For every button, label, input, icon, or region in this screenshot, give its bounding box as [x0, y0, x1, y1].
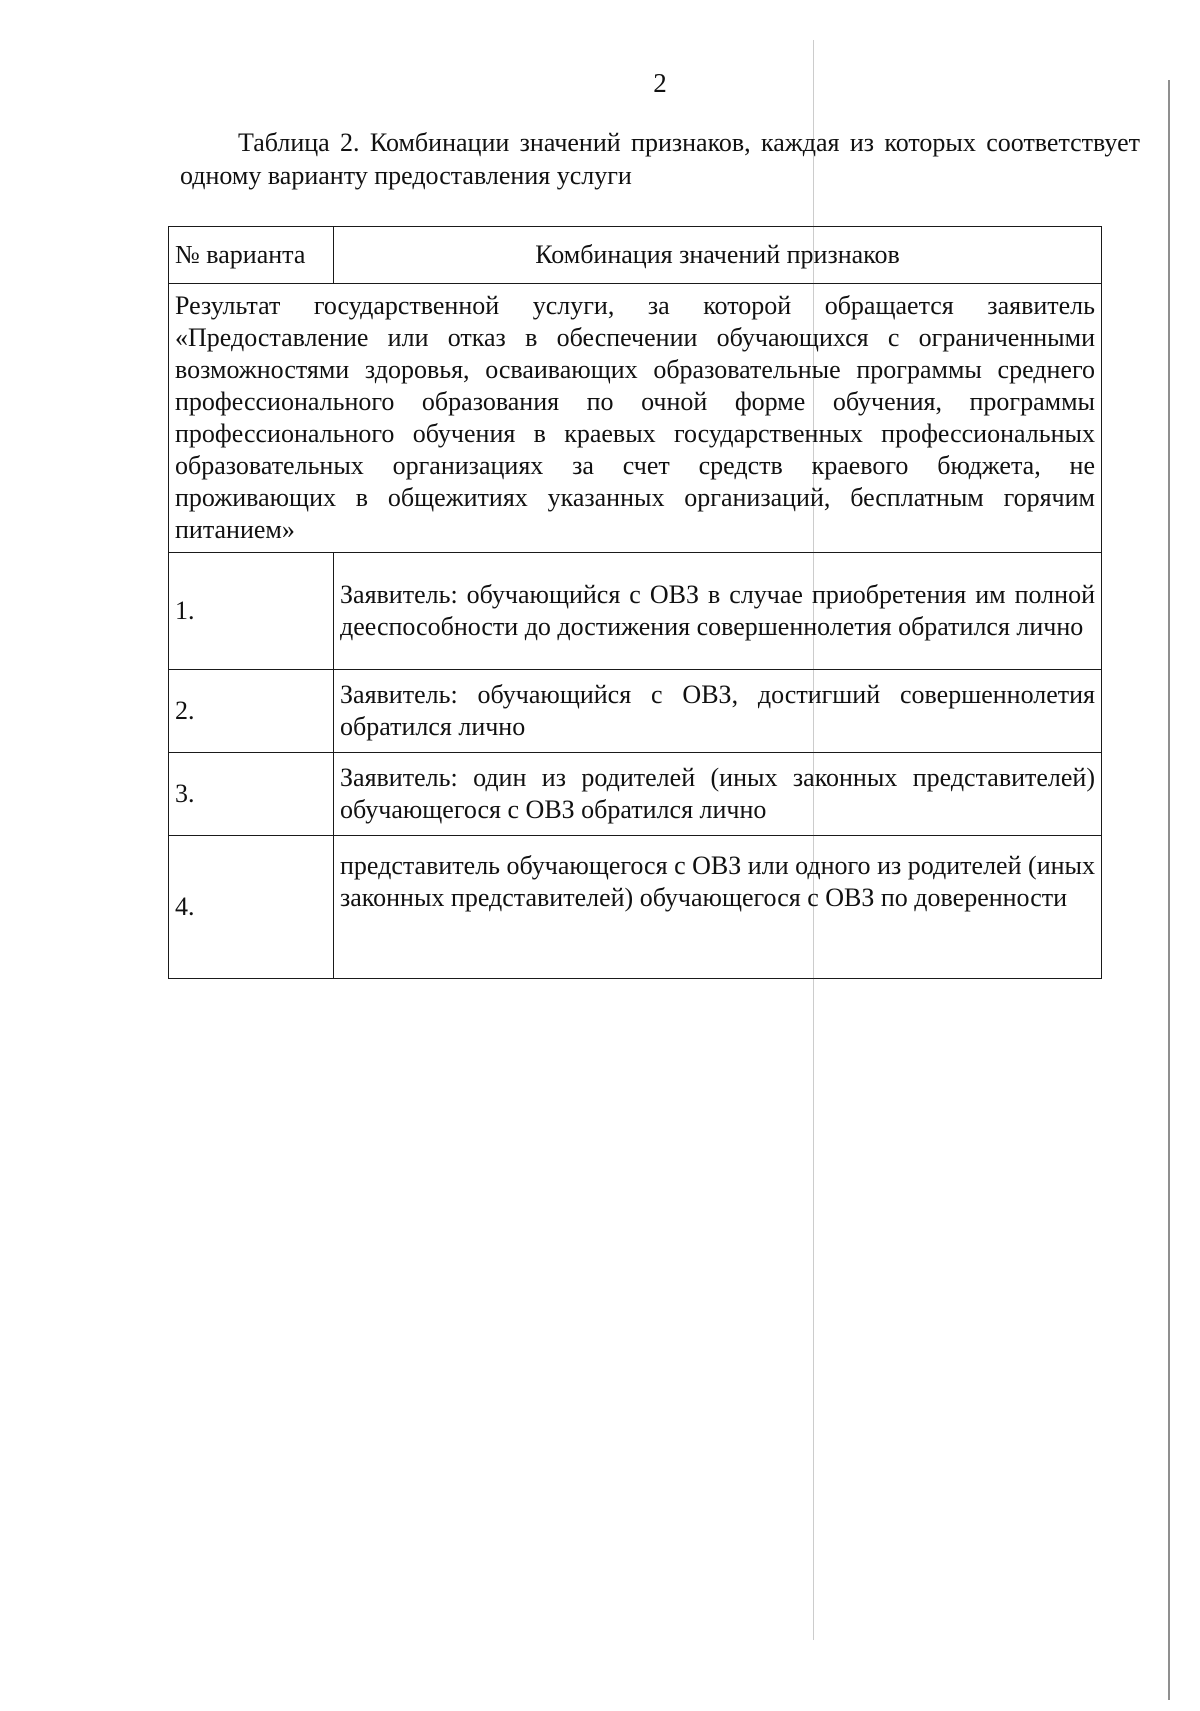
table-row	[169, 670, 1102, 753]
variants-table	[168, 226, 1102, 979]
variant-combination: Заявитель: обучающийся с ОВЗ, достигший совершеннолетия обратился лично	[334, 670, 1102, 753]
variant-number: 3.	[169, 753, 334, 836]
page-number: 2	[653, 68, 667, 98]
table-row	[169, 553, 1102, 670]
scan-fold-line	[813, 40, 814, 1640]
variant-number: 2.	[169, 670, 334, 753]
table-row	[169, 836, 1102, 979]
variant-number: 4.	[169, 836, 334, 979]
table-result-row	[169, 284, 1102, 553]
service-result: Результат государственной услуги, за которой обращается заявитель «Предоставление или отказ в обеспечении обучающихся с ограниченными возможностями здоровья, осваивающих образовательные программы среднего профессионального образования по очной форме обучения, программы профессионального обучения в краевых государственных профессиональных образовательных организациях за счет средств краевого бюджета, не проживающих в общежитиях указанных организаций, бесплатным горячим питанием»	[169, 284, 1102, 553]
table-header-row	[169, 227, 1102, 284]
variant-combination: представитель обучающегося с ОВЗ или одного из родителей (иных законных представителей) обучающегося с ОВЗ по доверенности	[334, 836, 1102, 979]
table-caption: Таблица 2. Комбинации значений признаков, каждая из которых соответствует одному варианту предоставления услуги	[180, 128, 1140, 190]
header-variant-number: № варианта	[169, 227, 334, 284]
scan-edge-line	[1168, 80, 1170, 1700]
variant-combination: Заявитель: один из родителей (иных законных представителей) обучающегося с ОВЗ обратился лично	[334, 753, 1102, 836]
header-combination: Комбинация значений признаков	[334, 227, 1102, 284]
variant-number: 1.	[169, 553, 334, 670]
variant-combination: Заявитель: обучающийся с ОВЗ в случае приобретения им полной дееспособности до достижения совершеннолетия обратился лично	[334, 553, 1102, 670]
table-row	[169, 753, 1102, 836]
